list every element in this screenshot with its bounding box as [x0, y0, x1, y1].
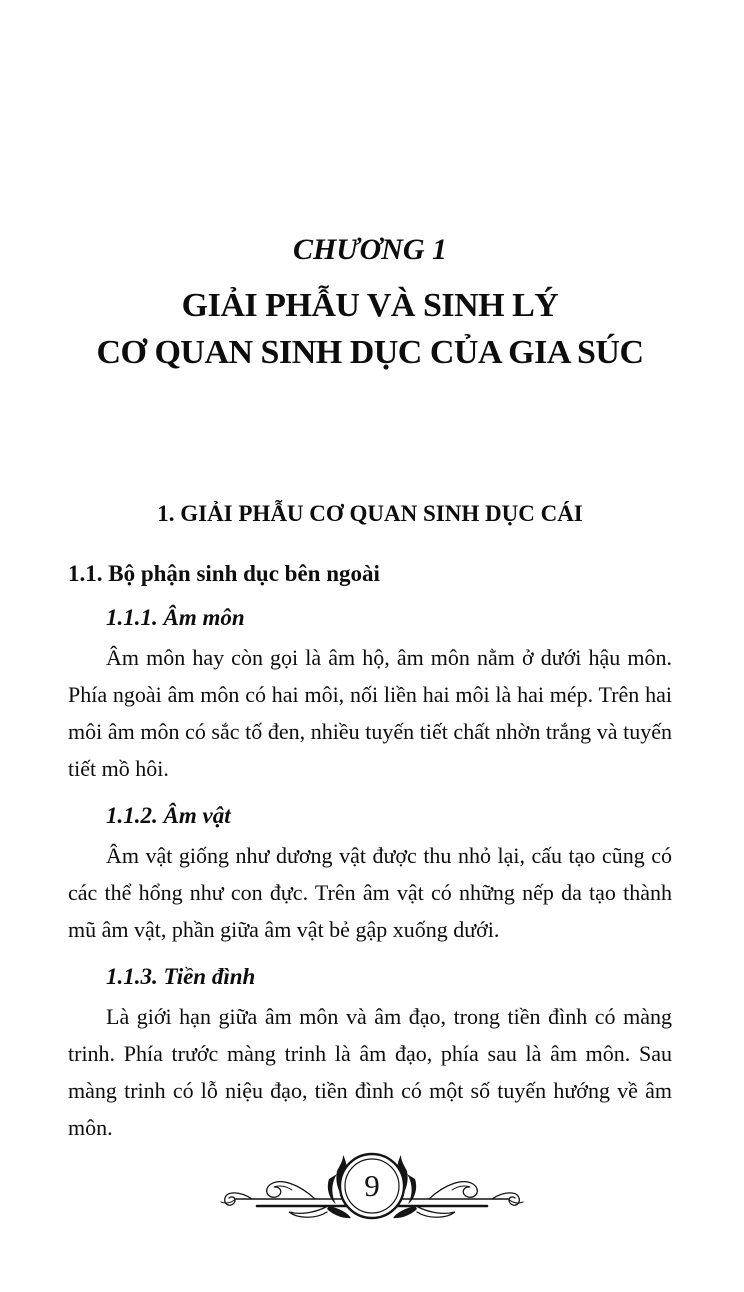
topic-paragraph-tien-dinh: Là giới hạn giữa âm môn và âm đạo, trong tiền đình có màng trinh. Phía trước màng trinh là âm đạo, phía sau là âm môn. Sau màng trinh có lỗ niệu đạo, tiền đình có một số tuyến hướng về âm môn. — [68, 1004, 672, 1140]
topic-heading-am-vat: 1.1.2. Âm vật — [106, 803, 231, 828]
chapter-title-line-1: GIẢI PHẪU VÀ SINH LÝ — [181, 287, 559, 324]
topic-paragraph-am-mon: Âm môn hay còn gọi là âm hộ, âm môn nằm ở dưới hậu môn. Phía ngoài âm môn có hai môi, nối liền hai môi là hai mép. Trên hai môi âm môn có sắc tố đen, nhiều tuyến tiết chất nhờn trắng và tuyến tiết mồ hôi. — [68, 645, 672, 781]
topic-heading-am-mon: 1.1.1. Âm môn — [106, 605, 245, 630]
page-number: 9 — [364, 1168, 380, 1203]
topic-heading-tien-dinh: 1.1.3. Tiền đình — [106, 964, 256, 989]
topic-tien-dinh — [68, 962, 672, 1146]
chapter-label: CHƯƠNG 1 — [292, 233, 448, 266]
topic-am-vat — [68, 801, 672, 948]
section-heading: 1. GIẢI PHẪU CƠ QUAN SINH DỤC CÁI — [157, 501, 583, 526]
subsection-heading: 1.1. Bộ phận sinh dục bên ngoài — [68, 561, 380, 586]
topic-paragraph-am-vat: Âm vật giống như dương vật được thu nhỏ lại, cấu tạo cũng có các thể hổng như con đực. Trên âm vật có những nếp da tạo thành mũ âm vật, phần giữa âm vật bẻ gập xuống dưới. — [68, 843, 672, 942]
chapter-title-line-2: CƠ QUAN SINH DỤC CỦA GIA SÚC — [96, 334, 644, 371]
chapter-title — [68, 282, 672, 376]
page-footer — [0, 1144, 744, 1254]
topic-am-mon — [68, 603, 672, 787]
page-content — [68, 0, 672, 1146]
